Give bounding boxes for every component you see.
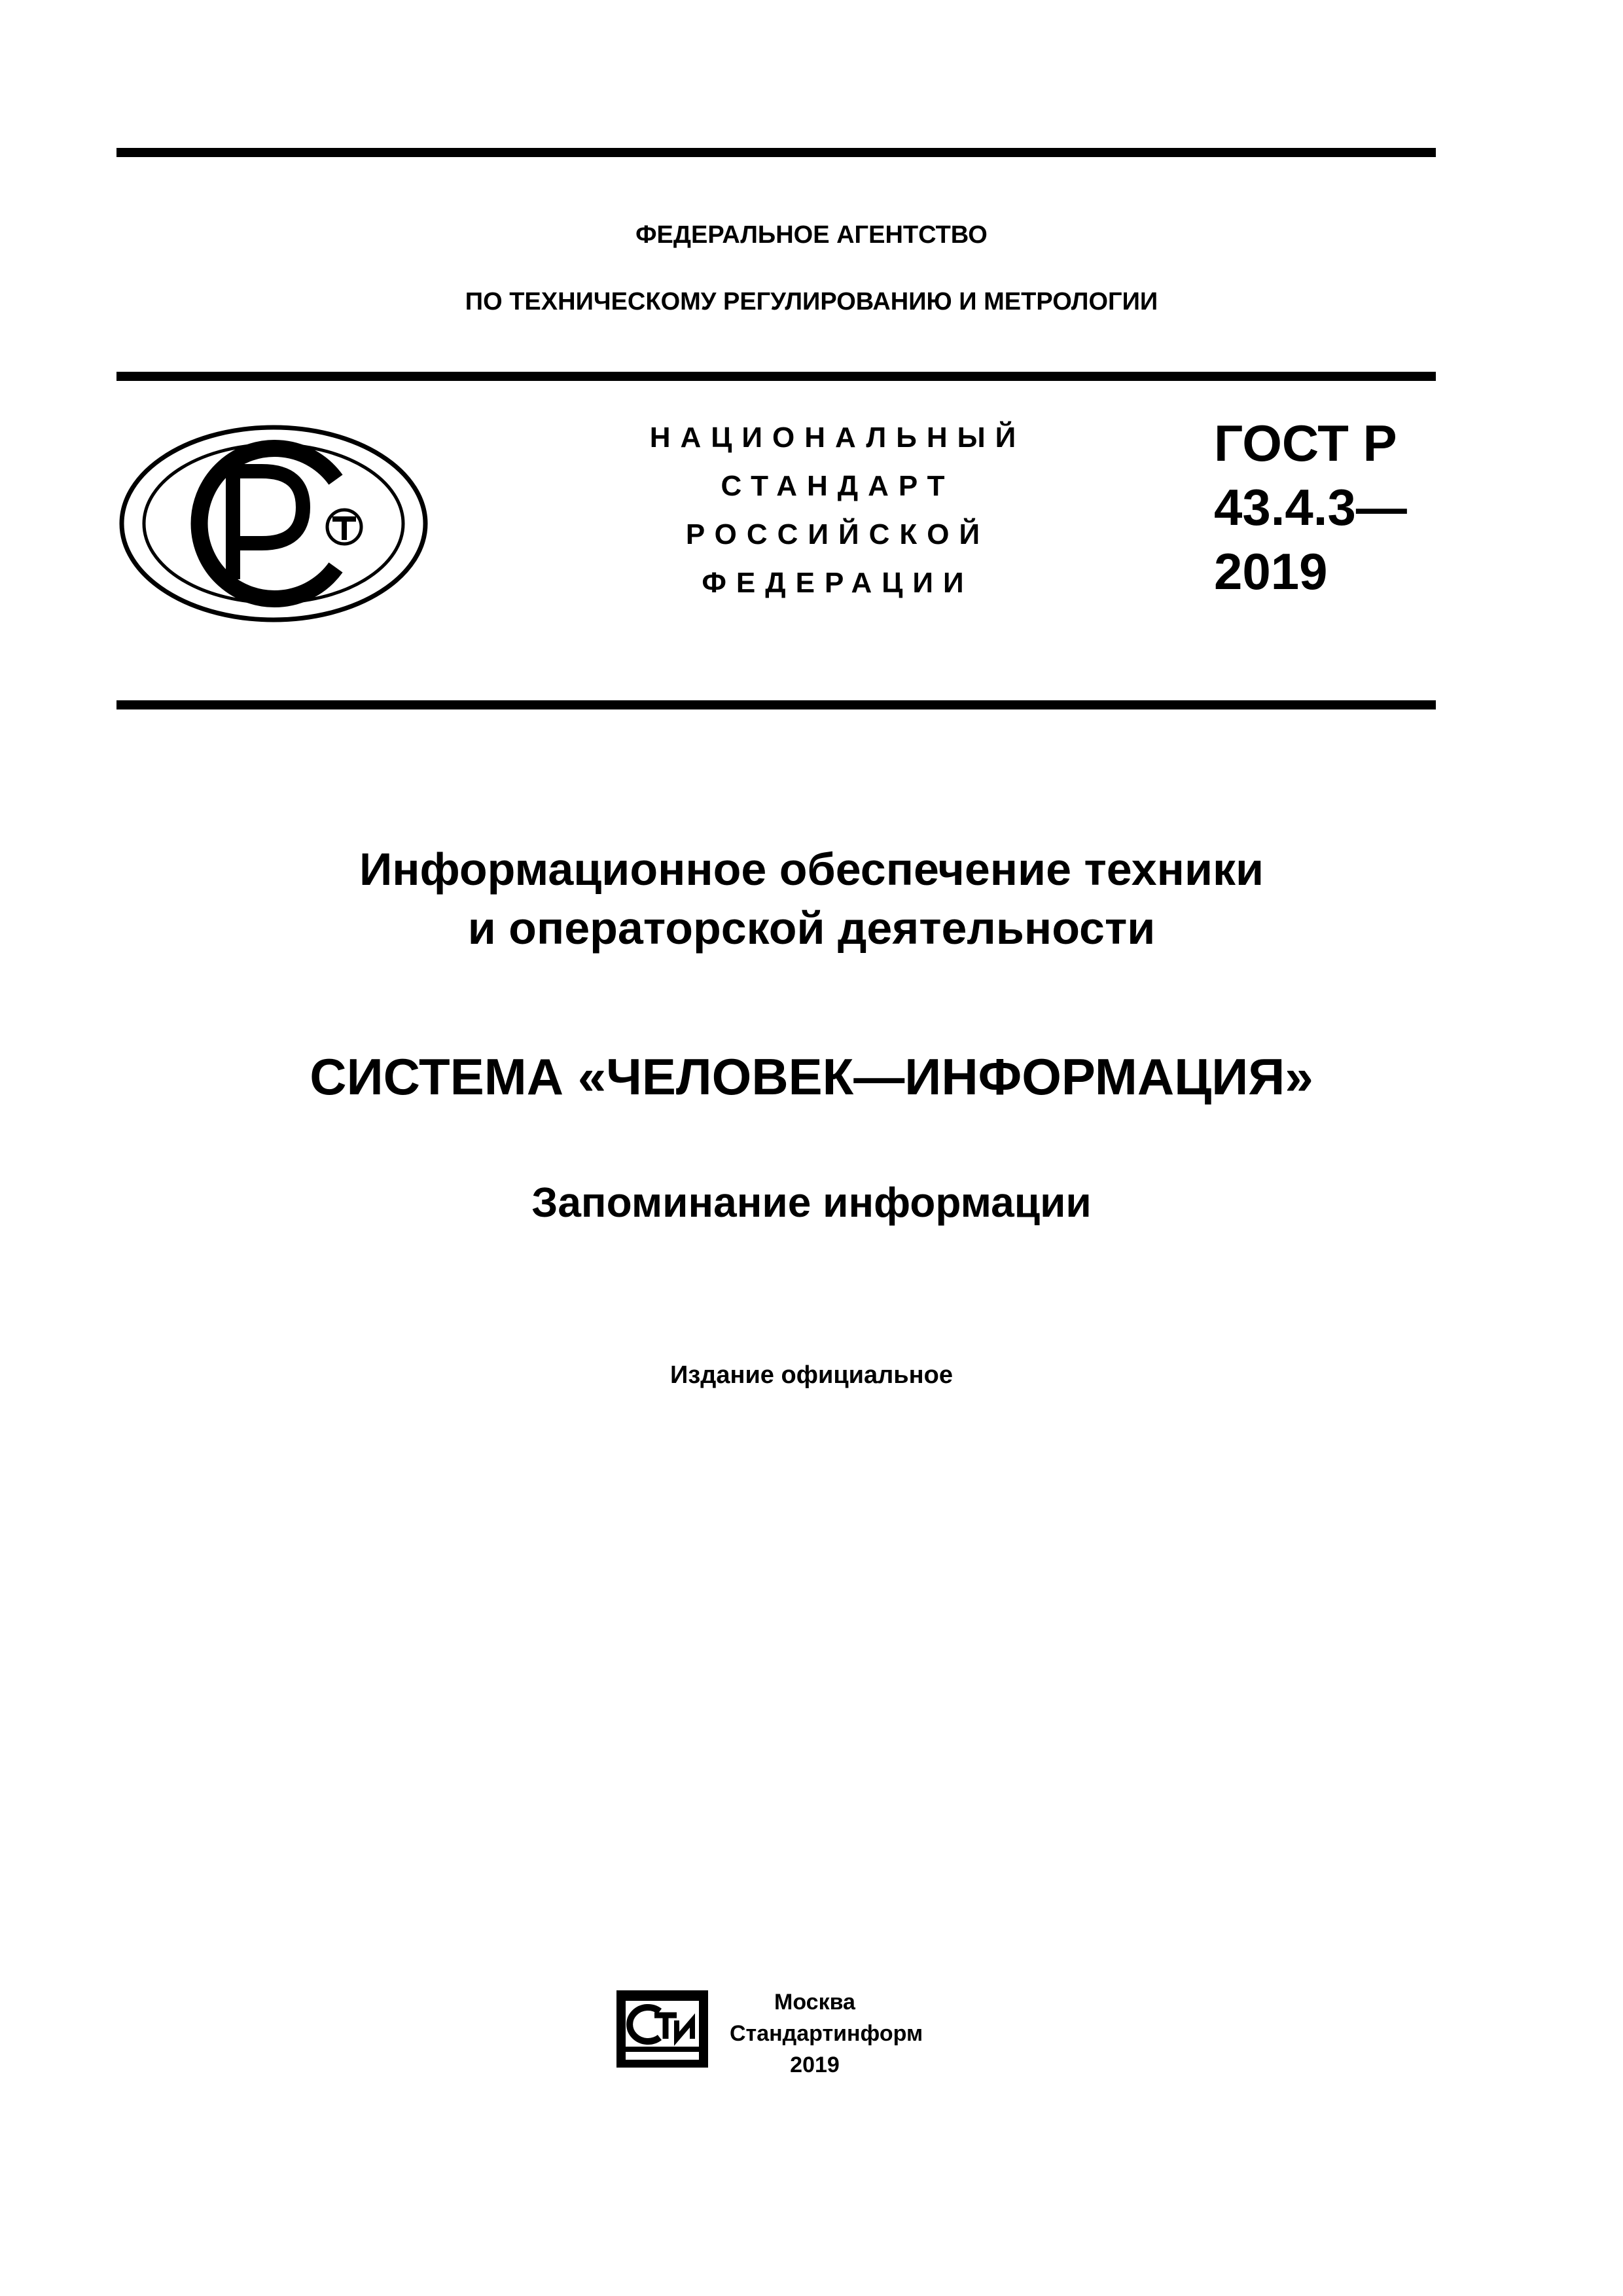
title-line-2: и операторской деятельности	[467, 903, 1156, 954]
national-line: СТАНДАРТ	[721, 470, 955, 502]
agency-line-2: ПО ТЕХНИЧЕСКОМУ РЕГУЛИРОВАНИЮ И МЕТРОЛОГИИ	[465, 288, 1158, 315]
upper-rule	[116, 372, 1436, 381]
rst-logo-icon	[116, 422, 431, 628]
national-standard-label	[609, 414, 1067, 607]
publisher-year: 2019	[790, 2053, 840, 2077]
publisher-city: Москва	[774, 1990, 855, 2015]
gost-line: 43.4.3—	[1214, 478, 1407, 536]
lower-rule	[116, 700, 1436, 709]
top-rule	[116, 148, 1436, 157]
standartinform-logo-icon	[614, 1986, 712, 2075]
national-line: НАЦИОНАЛЬНЫЙ	[649, 422, 1026, 454]
national-line: РОССИЙСКОЙ	[685, 518, 990, 550]
title-block	[0, 840, 1623, 958]
agency-line-1: ФЕДЕРАЛЬНОЕ АГЕНТСТВО	[635, 221, 988, 249]
edition-label: Издание официальное	[670, 1361, 953, 1389]
main-title: СИСТЕМА «ЧЕЛОВЕК—ИНФОРМАЦИЯ»	[310, 1048, 1313, 1105]
gost-line: ГОСТ Р	[1214, 414, 1397, 472]
national-line: ФЕДЕРАЦИИ	[702, 567, 974, 599]
title-line-1: Информационное обеспечение техники	[359, 844, 1264, 895]
publisher-name: Стандартинформ	[730, 2021, 923, 2046]
subtitle: Запоминание информации	[531, 1179, 1092, 1226]
gost-line: 2019	[1214, 543, 1328, 600]
publisher-block	[730, 1986, 923, 2081]
gost-designation	[1214, 411, 1407, 603]
